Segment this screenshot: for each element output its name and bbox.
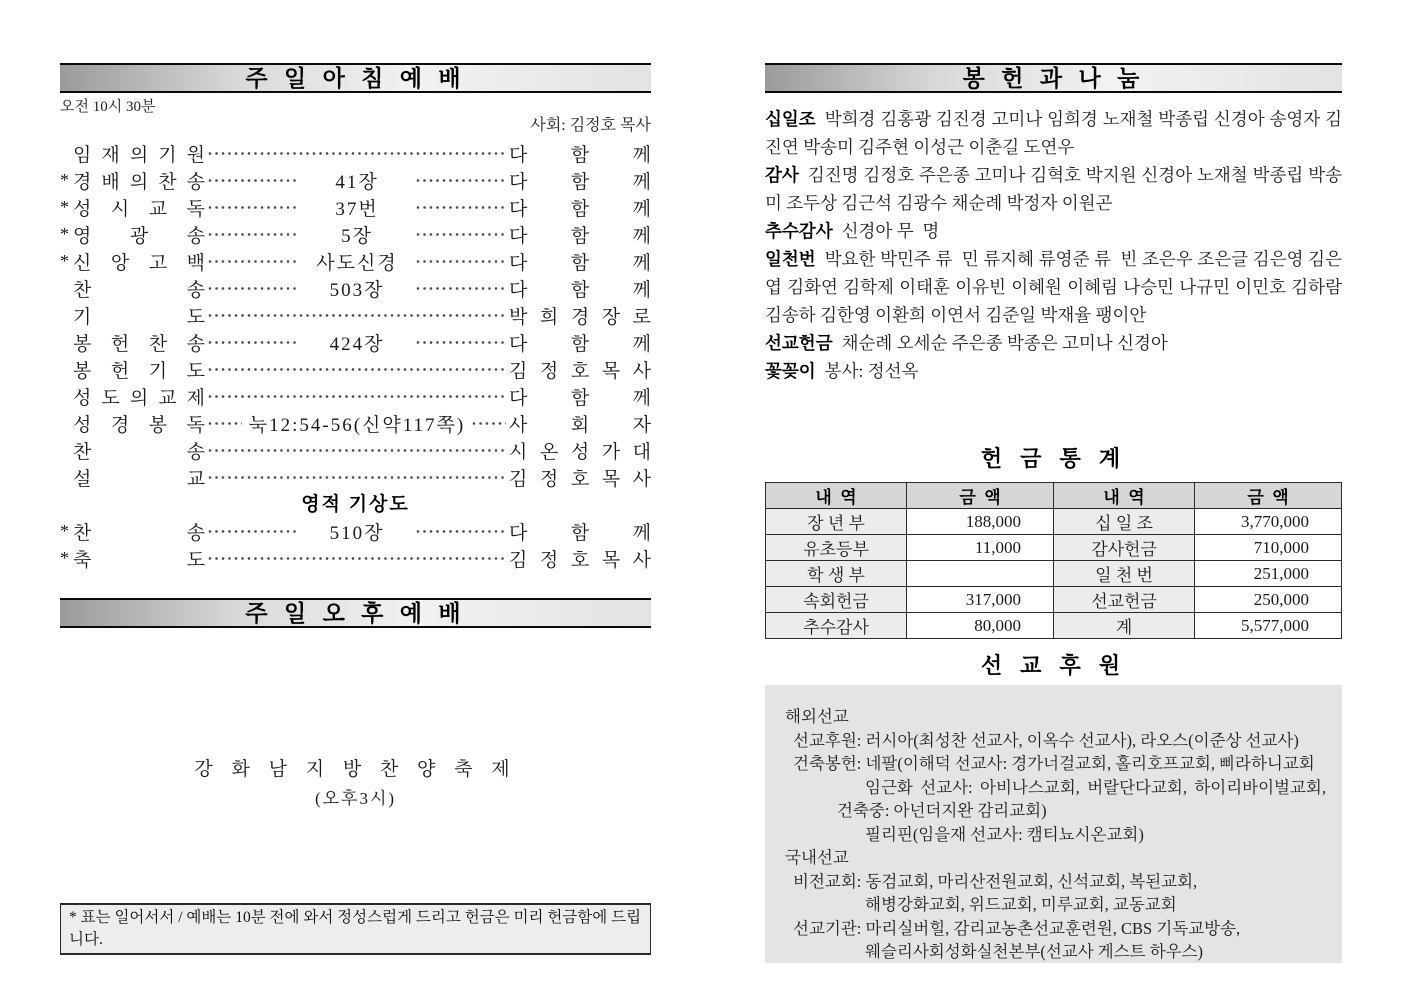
offering-sharing-title: 봉 헌 과 나 눔 [962,65,1145,91]
stats-amount-cell: 250,000 [1195,587,1342,613]
stats-row [766,587,1342,613]
donation-stats-table [765,482,1342,639]
dot-leader [416,341,506,344]
offering-entry-label: 십일조 [765,109,816,129]
dot-leader [416,287,506,290]
worship-line [60,167,651,194]
worship-item-person: 다 함 께 [509,145,651,166]
stats-amount-cell: 5,577,000 [1195,613,1342,639]
dot-leader [416,260,506,263]
mission-line: 선교후원: 러시아(최성찬 선교사, 이옥수 선교사), 라오스(이준상 선교사) [793,730,1299,750]
offering-entry [765,161,1342,217]
offering-entry [765,105,1342,161]
stats-category-cell: 계 [1053,613,1194,639]
afternoon-service-title: 주 일 오 후 예 배 [245,600,466,626]
worship-item-value: 눅12:54-56(신약117쪽) [248,415,466,436]
mission-line: 건축봉헌: 네팔(이해덕 선교사: 경가너걸교회, 홀리호프교회, 삐라하니교회 [793,754,1315,773]
worship-item-label: 성 경 봉 독 [73,415,205,436]
worship-item-label: 임 재 의 기 원 [73,145,205,166]
stats-amount-cell: 710,000 [1195,535,1342,561]
service-time: 오전 10시 30분 [60,99,156,115]
mission-support-box [765,685,1342,963]
worship-item-label: 찬 송 [73,280,205,301]
afternoon-event-time: (오후3시) [314,789,397,808]
worship-line [60,194,651,221]
worship-item-person: 박 희 경 장 로 [509,307,651,328]
dot-leader [472,422,506,425]
offering-sharing-header [765,63,1342,93]
stats-amount-cell: 11,000 [907,535,1054,561]
worship-item-label: 찬 송 [73,442,205,463]
stats-category-cell: 유초등부 [766,535,907,561]
stats-header-cell: 내 역 [766,483,907,509]
dot-leader [416,206,506,209]
standing-asterisk: * [60,251,69,271]
stats-amount-cell [907,561,1054,587]
offering-entry-label: 감사 [765,165,799,185]
stats-row [766,561,1342,587]
dot-leader [208,206,298,209]
offering-entry-names: 김진명 김정호 주은종 고미나 김혁호 박지원 신경아 노재철 박종립 박송미 조두상 김근석 김광수 채순례 박정자 이원곤 [765,165,1342,213]
offering-entry-label: 선교헌금 [765,333,833,353]
dot-leader [208,530,298,533]
dot-leader [208,449,506,452]
worship-item-person: 다 함 께 [509,199,651,220]
offering-entry-label: 추수감사 [765,221,833,241]
worship-item-label: 설 교 [73,469,205,490]
stats-category-cell: 선교헌금 [1053,587,1194,613]
mission-line: 해병강화교회, 위드교회, 미루교회, 교동교회 [865,895,1177,914]
worship-item-person: 시 온 성 가 대 [509,442,651,463]
worship-line [60,329,651,356]
worship-line [60,140,651,167]
worship-item-person: 김 정 호 목 사 [509,550,651,571]
worship-line [60,356,651,383]
worship-item-person: 다 함 께 [509,172,651,193]
worship-item-person: 다 함 께 [509,253,651,274]
worship-item-label: 경 배 의 찬 송 [73,172,205,193]
stats-category-cell: 십 일 조 [1053,509,1194,535]
mission-line: 건축중: 아넌더지완 감리교회) [837,801,1047,820]
dot-leader [208,179,298,182]
morning-service-title: 주 일 아 침 예 배 [245,65,466,91]
worship-item-person: 다 함 께 [509,226,651,247]
standing-asterisk: * [60,197,69,217]
stats-header-cell: 금 액 [907,483,1054,509]
dot-leader [208,233,298,236]
afternoon-service-body [60,756,651,814]
worship-item-label: 찬 송 [73,523,205,544]
worship-item-value: 503장 [329,280,385,301]
worship-line [60,275,651,302]
worship-item-label: 기 도 [73,307,205,328]
worship-item-value: 37번 [335,199,379,220]
worship-line [60,518,651,545]
stats-category-cell: 감사헌금 [1053,535,1194,561]
worship-item-label: 봉 헌 기 도 [73,361,205,382]
offering-entry-names: 박요한 박민주 류 민 류지혜 류영준 류 빈 조은우 조은글 김은영 김은엽 김화연 김학제 이태훈 이유빈 이혜원 이혜림 나승민 나규민 이민호 김하람 김송하 김한영 이환희 이연서 김준일 박재율 팽이안 [765,249,1347,325]
stats-header-cell: 금 액 [1195,483,1342,509]
worship-item-label: 축 도 [73,550,205,571]
worship-item-person: 사 회 자 [509,415,652,436]
dot-leader [208,368,506,371]
stats-category-cell: 장 년 부 [766,509,907,535]
worship-subheading: 영적 기상도 [301,494,410,515]
stats-amount-cell: 251,000 [1195,561,1342,587]
worship-line [60,464,651,491]
stats-category-cell: 일 천 번 [1053,561,1194,587]
offering-entry [765,245,1347,329]
dot-leader [208,422,242,425]
morning-service-header [60,63,651,93]
dot-leader [208,152,506,155]
worship-item-person: 다 함 께 [509,523,651,544]
dot-leader [208,341,298,344]
worship-line [60,248,651,275]
offering-entry-names: 박희경 김홍광 김진경 고미나 임희경 노재철 박종립 신경아 송영자 김진연 박송미 김주현 이성근 이춘길 도연우 [765,109,1342,157]
dot-leader [208,287,298,290]
worship-line [60,410,651,437]
donation-stats-title: 헌 금 통 계 [980,446,1127,471]
offering-sharing-list [765,105,1347,385]
stats-amount-cell: 80,000 [907,613,1054,639]
dot-leader [208,395,506,398]
worship-line [60,437,651,464]
offering-entry [765,357,1342,385]
worship-line [60,383,651,410]
dot-leader [208,557,506,560]
mission-line: 국내선교 [785,848,849,867]
worship-item-label: 성 도 의 교 제 [73,388,205,409]
worship-item-person: 다 함 께 [509,334,651,355]
offering-entry-label: 일천번 [765,249,816,269]
mission-line: 선교기관: 마리실버힐, 감리교농촌선교훈련원, CBS 기독교방송, [793,918,1241,938]
footnote: * 표는 일어서서 / 예배는 10분 전에 와서 정성스럽게 드리고 헌금은 미리 헌금함에 드립니다. [60,903,651,955]
standing-asterisk: * [60,224,69,244]
mission-line: 비전교회: 동검교회, 마리산전원교회, 신석교회, 복된교회, [793,871,1198,891]
worship-line [60,302,651,329]
afternoon-service-header [60,598,651,628]
stats-row [766,613,1342,639]
standing-asterisk: * [60,548,69,568]
offering-entry-names: 신경아 무 명 [841,221,940,241]
dot-leader [208,476,506,479]
worship-item-person: 다 함 께 [509,388,651,409]
stats-row [766,535,1342,561]
offering-entry [765,329,1342,357]
worship-item-value: 사도신경 [316,253,398,274]
mission-support-title: 선 교 후 원 [980,653,1127,678]
worship-item-value: 5장 [341,226,373,247]
offering-entry-names: 채순례 오세순 주은종 박종은 고미나 신경아 [841,333,1168,353]
stats-header-cell: 내 역 [1053,483,1194,509]
stats-amount-cell: 3,770,000 [1195,509,1342,535]
worship-item-value: 424장 [329,334,385,355]
afternoon-event: 강 화 남 지 방 찬 양 축 제 [194,759,517,780]
worship-item-value: 41장 [335,172,379,193]
mission-line: 필리핀(임을재 선교사: 캠티뇨시온교회) [865,824,1144,844]
stats-amount-cell: 317,000 [907,587,1054,613]
worship-item-label: 성 시 교 독 [73,199,205,220]
offering-entry [765,217,1342,245]
worship-item-person: 김 정 호 목 사 [509,361,651,382]
offering-entry-label: 꽃꽂이 [765,361,816,381]
worship-item-label: 봉 헌 찬 송 [73,334,205,355]
stats-header-row [766,483,1342,509]
mission-line: 웨슬리사회성화실천본부(선교사 게스트 하우스) [865,942,1204,961]
stats-row [766,509,1342,535]
worship-item-label: 영 광 송 [73,226,205,247]
dot-leader [416,233,506,236]
standing-asterisk: * [60,170,69,190]
worship-order-list [60,140,651,572]
stats-category-cell: 추수감사 [766,613,907,639]
worship-line [60,221,651,248]
worship-item-value: 510장 [329,523,385,544]
worship-item-label: 신 앙 고 백 [73,253,205,274]
stats-category-cell: 속회헌금 [766,587,907,613]
worship-line [60,545,651,572]
stats-category-cell: 학 생 부 [766,561,907,587]
dot-leader [416,530,506,533]
stats-amount-cell: 188,000 [907,509,1054,535]
mission-line: 해외선교 [785,707,849,726]
offering-entry-names: 봉사: 정선옥 [824,361,919,381]
left-page [60,63,651,963]
worship-item-person: 다 함 께 [509,280,651,301]
mission-line: 임근화 선교사: 아비나스교회, 버랄단다교회, 하이리바이벌교회, [865,777,1326,797]
dot-leader [208,314,506,317]
dot-leader [208,260,298,263]
worship-item-person: 김 정 호 목 사 [509,469,651,490]
service-mc: 사회: 김정호 목사 [530,117,651,134]
right-page [765,63,1347,963]
standing-asterisk: * [60,521,69,541]
dot-leader [416,179,506,182]
